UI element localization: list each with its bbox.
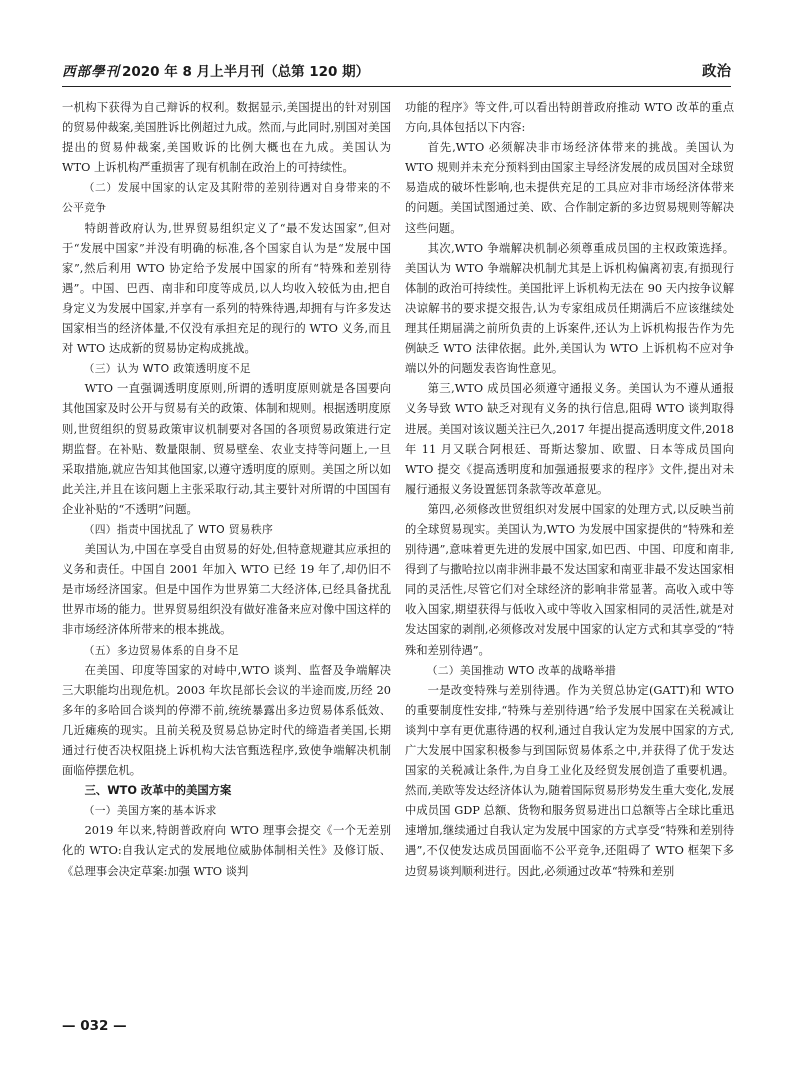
paragraph: 其次,WTO 争端解决机制必须尊重成员国的主权政策选择。美国认为 WTO 争端解决机制尤其是上诉机构偏离初衷,有损现行体制的政治可持续性。美国批评上诉机构无法在 90 天内按争议解决谅解书的要求提交报告,认为专家组成员任期满后不应该继续处理其任期届满之前所负责的上诉案件,还认为上诉机构报告作为先例缺乏 WTO 法律依据。此外,美国认为 WTO 上诉机构不应对争端以外的问题发表咨询性意见。	[405, 241, 734, 376]
paragraph: 首先,WTO 必须解决非市场经济体带来的挑战。美国认为 WTO 规则并未充分预料到由国家主导经济发展的成员国对全球贸易造成的破坏性影响,也未提供充足的工具应对非市场经济体带来的问题。美国试图通过美、欧、合作制定新的多边贸易规则等解决这些问题。	[405, 141, 734, 235]
paragraph: 一是改变特殊与差别待遇。作为关贸总协定(GATT)和 WTO 的重要制度性安排,“特殊与差别待遇”给予发展中国家在关税减让谈判中享有更优惠待遇的权利,通过自我认定为发展中国家的方式,广大发展中国家积极参与到国际贸易体系之中,并获得了优于发达国家的关税减让条件,为自身工业化及经贸发展创造了重要机遇。然而,美欧等发达经济体认为,随着国际贸易形势发生重大变化,发展中成员国 GDP 总额、货物和服务贸易进出口总额等占全球比重迅速增加,继续通过自我认定为发展中国家的方式享受“特殊和差别待遇”,不仅使发达成员国面临不公平竞争,还阻碍了 WTO 框架下多边贸易谈判顺利进行。因此,必须通过改革“特殊和差别	[405, 683, 734, 878]
subsection-heading: （五）多边贸易体系的自身不足	[83, 643, 239, 657]
paragraph: 功能的程序》等文件,可以看出特朗普政府推动 WTO 改革的重点方向,具体包括以下内容:	[405, 101, 734, 135]
journal-logo: 西部學刊	[62, 64, 120, 80]
subsection-heading: （二）美国推动 WTO 改革的战略举措	[426, 663, 617, 677]
page-number: — 032 —	[62, 1018, 127, 1034]
right-column	[405, 98, 734, 1022]
subsection-heading: （三）认为 WTO 政策透明度不足	[83, 362, 251, 376]
paragraph: 2019 年以来,特朗普政府向 WTO 理事会提交《一个无差别化的 WTO:自我认定式的发展地位威胁体制相关性》及修订版、《总理事会决定草案:加强 WTO 谈判	[62, 824, 391, 878]
section-label: 政治	[702, 64, 731, 80]
journal-issue: 2020 年 8 月上半月刊（总第 120 期）	[122, 64, 370, 80]
running-header	[62, 56, 731, 87]
subsection-heading: （四）指责中国扰乱了 WTO 贸易秩序	[83, 522, 274, 536]
subsection-heading: （一）美国方案的基本诉求	[83, 804, 217, 818]
section-heading: 三、WTO 改革中的美国方案	[84, 784, 232, 798]
paragraph: 特朗普政府认为,世界贸易组织定义了“最不发达国家”,但对于“发展中国家”并没有明确的标准,各个国家自认为是“发展中国家”,然后利用 WTO 协定给予发展中国家的所有“特殊和差别待遇”。中国、巴西、南非和印度等成员,以人均收入较低为由,把自身定义为发展中国家,并享有一系列的特殊待遇,却拥有与许多发达国家相当的经济体量,不仅没有承担充足的现行的 WTO 义务,而且对 WTO 达成新的贸易协定构成挑战。	[62, 221, 391, 356]
paragraph: 美国认为,中国在享受自由贸易的好处,但特意规避其应承担的义务和责任。中国自 2001 年加入 WTO 已经 19 年了,却仍旧不是市场经济国家。但是中国作为世界第二大经济体,已经具备扰乱世界市场的能力。世界贸易组织没有做好准备来应对像中国这样的非市场经济体所带来的根本挑战。	[62, 543, 391, 637]
paragraph: 第四,必须修改世贸组织对发展中国家的处理方式,以反映当前的全球贸易现实。美国认为,WTO 为发展中国家提供的“特殊和差别待遇”,意味着更先进的发展中国家,如巴西、中国、印度和南非,得到了与撒哈拉以南非洲非最不发达国家和南亚非最不发达国家相同的灵活性,尽管它们对全球经济的影响非常显著。高收入或中等收入国家,期望获得与低收入或中等收入国家相同的灵活性,就是对发达国家的剥削,必须修改对发展中国家的认定方式和其享受的“特殊和差别待遇”。	[405, 502, 734, 657]
paragraph: 一机构下获得为自己辩诉的权利。数据显示,美国提出的针对别国的贸易仲裁案,美国胜诉比例超过九成。然而,与此同时,别国对美国提出的贸易仲裁案,美国败诉的比例大概也在九成。美国认为 WTO 上诉机构严重损害了现有机制在政治上的可持续性。	[62, 101, 391, 175]
paragraph: WTO 一直强调透明度原则,所谓的透明度原则就是各国要向其他国家及时公开与贸易有关的政策、体制和规则。根据透明度原则,世贸组织的贸易政策审议机制要对各国的各项贸易政策进行定期监督。在补贴、数量限制、贸易壁垒、农业支持等问题上,一旦采取措施,就应告知其他国家,以遵守透明度的原则。美国之所以如此关注,并且在该问题上主张采取行动,其主要针对所谓的中国国有企业补贴的“不透明”问题。	[62, 382, 391, 516]
subsection-heading: （二）发展中国家的认定及其附带的差别待遇对自身带来的不公平竞争	[62, 181, 391, 215]
paragraph: 第三,WTO 成员国必须遵守通报义务。美国认为不遵从通报义务导致 WTO 缺乏对现有义务的执行信息,阻碍 WTO 谈判取得进展。美国对该议题关注已久,2017 年提出提高透明度文件,2018 年 11 月又联合阿根廷、哥斯达黎加、欧盟、日本等成员国向 WTO 提交《提高透明度和加强通报要求的程序》文件,提出对未履行通报义务设置惩罚条款等改革意见。	[405, 382, 734, 496]
paragraph: 在美国、印度等国家的对峙中,WTO 谈判、监督及争端解决三大职能均出现危机。2003 年坎昆部长会议的半途而废,历经 20 多年的多哈回合谈判的停滞不前,统统暴露出多边贸易体系低效、几近瘫痪的现实。且前关税及贸易总协定时代的缔造者美国,长期通过行使否决权阻挠上诉机构大法官甄选程序,致使争端解决机制面临停摆危机。	[62, 663, 391, 778]
left-column	[62, 98, 391, 1022]
journal-title	[62, 60, 369, 80]
